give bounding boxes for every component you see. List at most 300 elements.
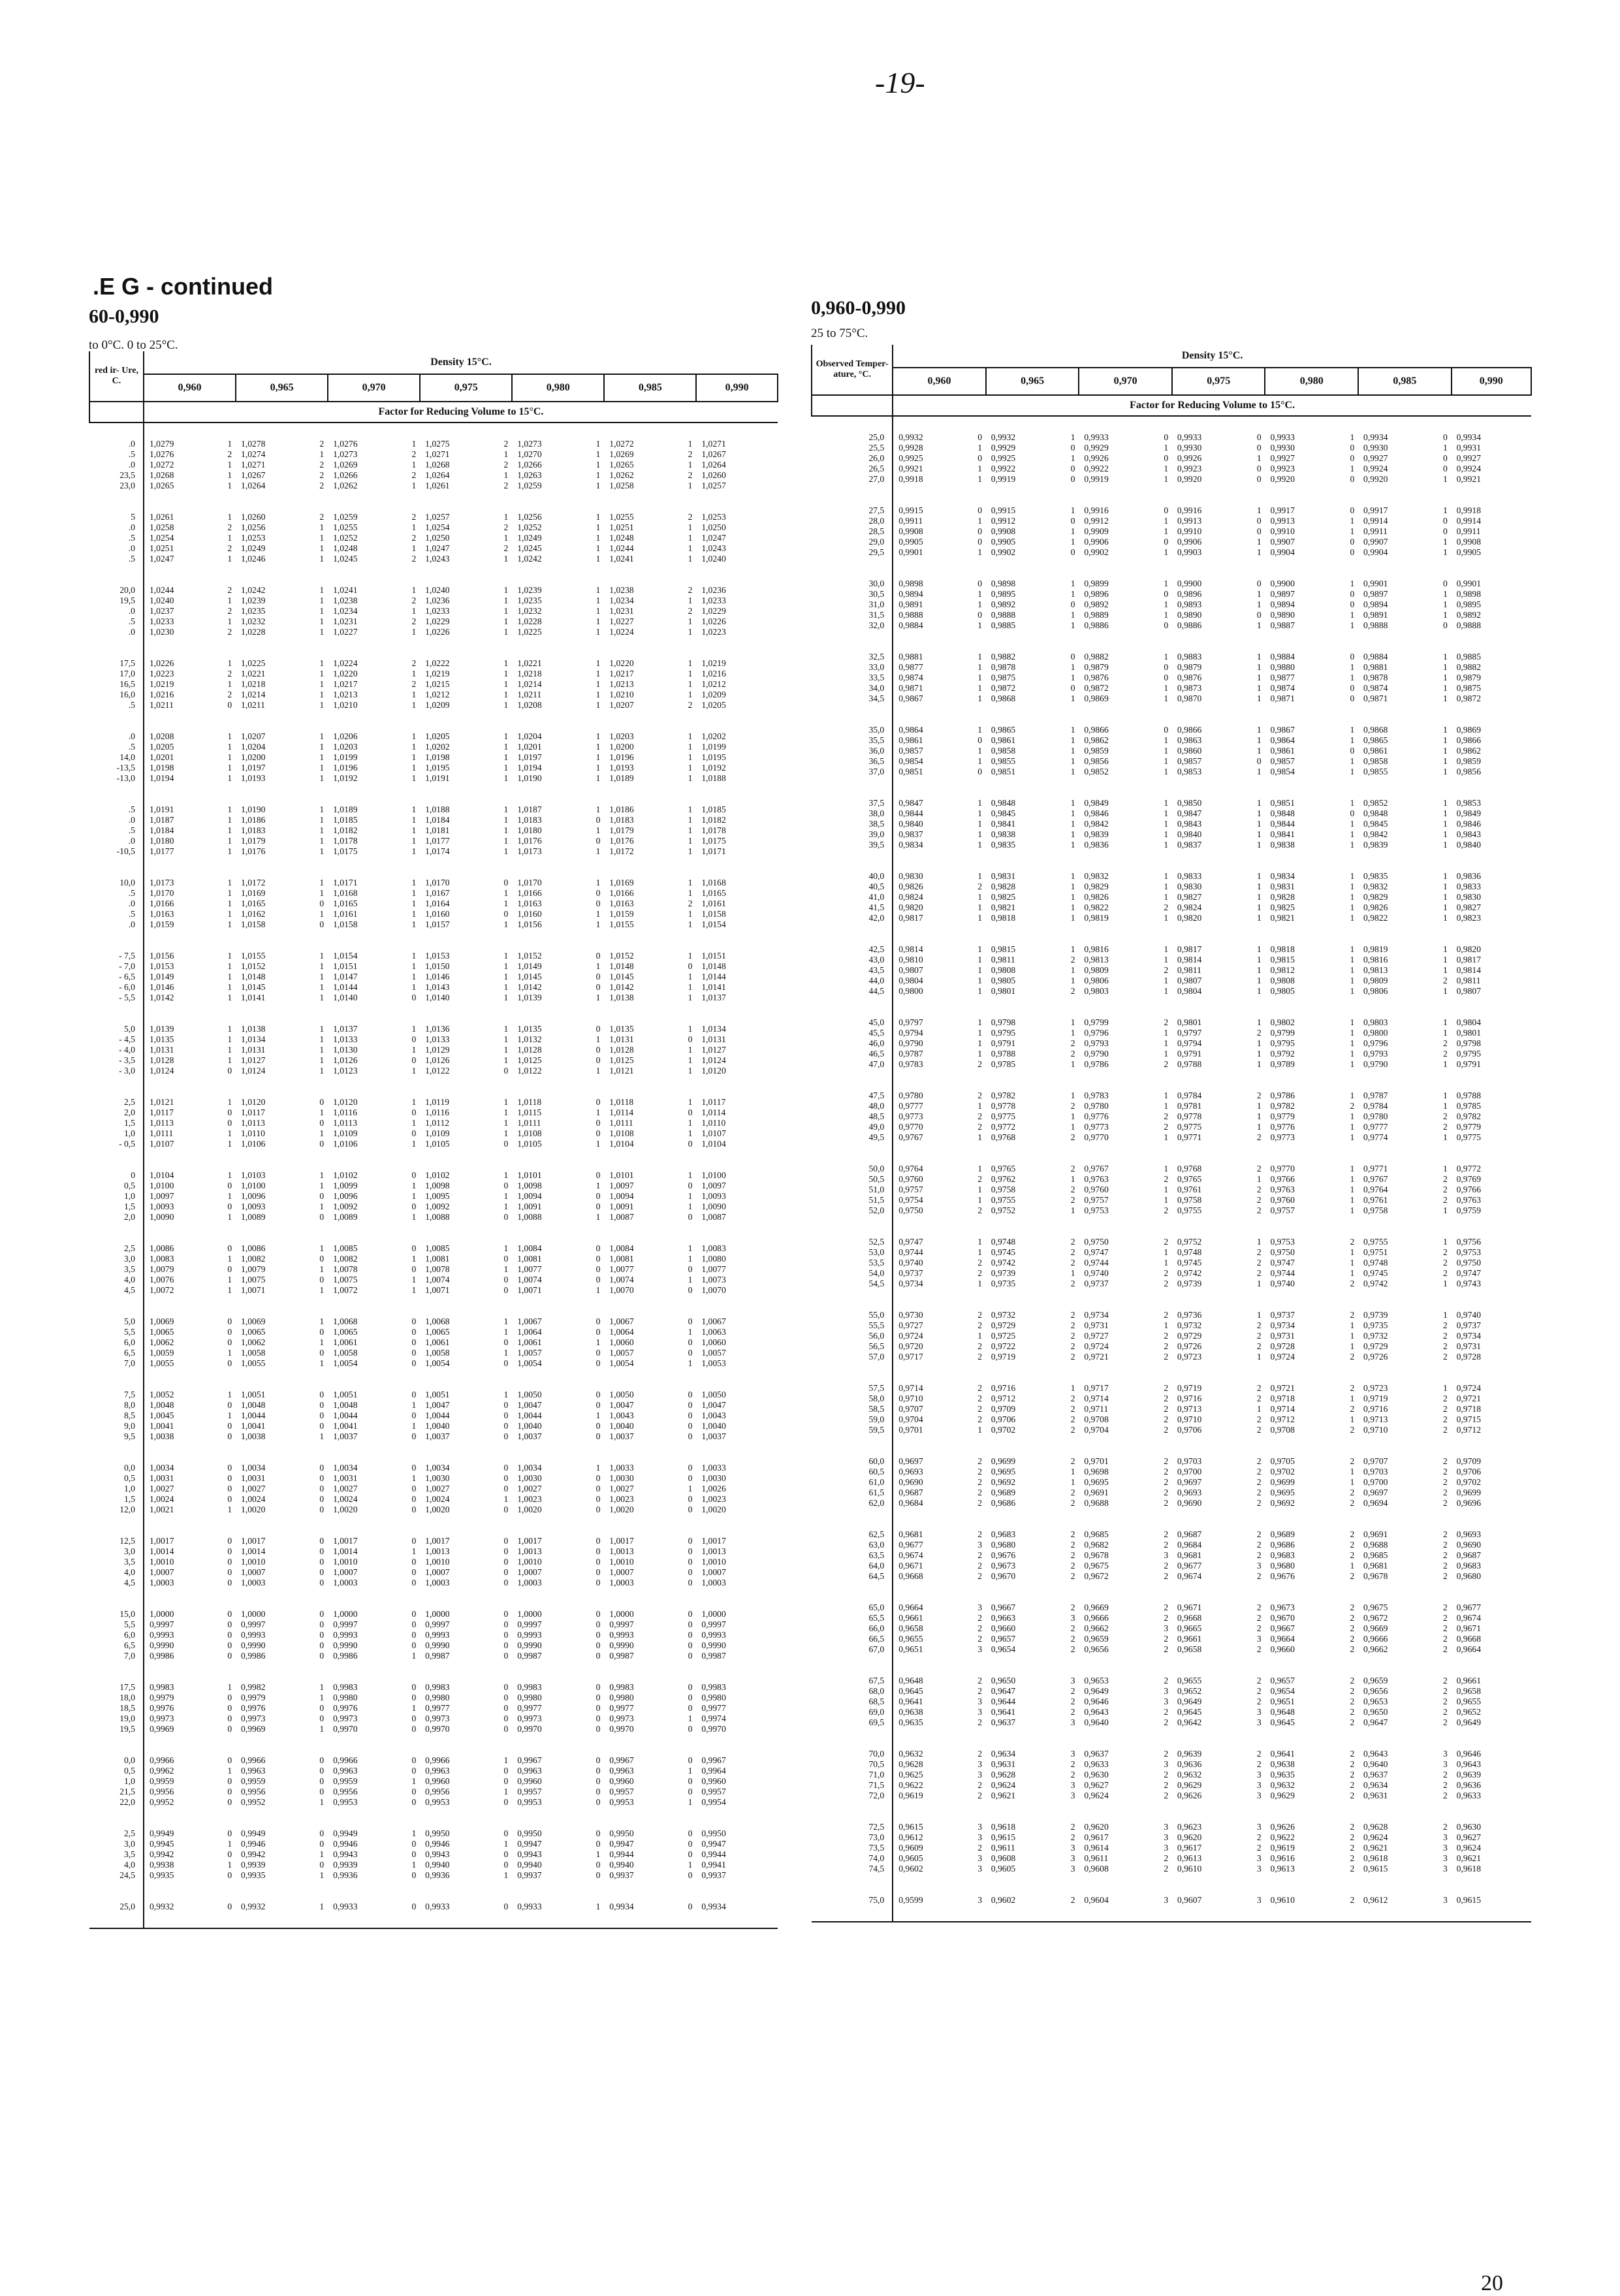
difference-cell: 1 1 1 1 1 — [596, 731, 601, 783]
factor-cell: 0,9866 0,9862 0,9859 0,9856 0,9852 — [1084, 725, 1109, 776]
difference-cell: 0 0 0 1 0 — [503, 1463, 509, 1514]
table-row — [812, 652, 1531, 725]
factor-cell: 0,9983 0,9979 0,9976 0,9973 0,9969 — [149, 1682, 174, 1734]
factor-cell: 0,9750 0,9747 0,9744 0,9740 0,9737 — [1084, 1237, 1109, 1288]
difference-cell: 0 1 0 0 1 — [596, 951, 601, 1002]
difference-cell: 2 2 2 2 1 — [977, 1383, 983, 1435]
difference-cell: 1 1 0 1 1 — [1350, 725, 1355, 776]
factor-cell: 0,9767 0,9763 0,9760 0,9757 0,9753 — [1084, 1164, 1109, 1215]
temperature-cell: 52,5 53,0 53,5 54,0 54,5 — [812, 1237, 893, 1310]
factor-cell: 1,0153 1,0150 1,0146 1,0143 1,0140 — [425, 951, 450, 1002]
factor-cell: 0,9721 0,9718 0,9714 0,9712 0,9708 — [1270, 1383, 1295, 1435]
difference-cell: 0 0 0 1 0 — [688, 1828, 693, 1880]
factor-cell: 0,9983 0,9980 0,9977 0,9974 0,9970 — [701, 1682, 726, 1734]
factor-cell: 0,9831 0,9828 0,9825 0,9821 0,9818 — [991, 871, 1016, 923]
factor-cell: 1,0244 1,0240 1,0237 1,0233 1,0230 — [149, 585, 174, 637]
factor-cell: 1,0017 1,0013 1,0010 1,0007 1,0003 — [425, 1536, 450, 1587]
table-row — [812, 725, 1531, 798]
observed-temp-header: red ir- Ure, C. — [89, 351, 144, 402]
factor-cell: 1,0017 1,0013 1,0010 1,0007 1,0003 — [517, 1536, 542, 1587]
difference-cell: 1 0 1 0 1 — [227, 1170, 232, 1222]
difference-cell: 1 — [319, 1902, 325, 1911]
factor-cell: 1,0034 1,0030 1,0027 1,0023 1,0020 — [517, 1463, 542, 1514]
difference-cell: 1 1 1 1 1 — [1256, 944, 1262, 996]
difference-cell: 1 1 1 1 1 — [1256, 871, 1262, 923]
difference-cell: 2 1 2 1 2 — [503, 439, 509, 490]
difference-cell: 1 0 1 0 0 — [503, 1243, 509, 1295]
factor-cell: 0,9900 0,9896 0,9893 0,9890 0,9886 — [1177, 579, 1202, 630]
factor-cell: 1,0103 1,0100 1,0096 1,0093 1,0089 — [241, 1170, 266, 1222]
difference-cell: 2 2 2 2 2 — [1256, 1456, 1262, 1508]
difference-cell: 2 2 1 2 2 — [1256, 1383, 1262, 1435]
page-number: -19- — [875, 66, 925, 99]
difference-cell: 1 2 1 2 1 — [227, 512, 232, 564]
table-row — [89, 585, 778, 658]
factor-cell: 0,9630 0,9627 0,9624 0,9621 0,9618 — [1456, 1822, 1481, 1873]
difference-cell: 1 1 1 1 1 — [1256, 798, 1262, 850]
difference-cell: 0 1 0 0 0 — [411, 1536, 417, 1587]
difference-cell: 2 2 2 3 2 — [1256, 1602, 1262, 1654]
factor-cell: 1,0152 1,0148 1,0145 1,0142 1,0138 — [609, 951, 634, 1002]
difference-cell: 1 1 2 2 1 — [1443, 1091, 1448, 1142]
factor-cell: 1,0084 1,0081 1,0077 1,0074 1,0071 — [517, 1243, 542, 1295]
factor-cell: 1,0238 1,0234 1,0231 1,0227 1,0224 — [609, 585, 634, 637]
factor-cell: 0,9683 0,9680 0,9676 0,9673 0,9670 — [991, 1529, 1016, 1581]
factor-cell: 0,9917 0,9913 0,9910 0,9907 0,9904 — [1270, 505, 1295, 557]
difference-cell: 2 1 2 1 2 — [1350, 1383, 1355, 1435]
temperature-cell: 20,0 19,5 .0 .5 .0 — [89, 585, 144, 658]
factor-cell: 0,9620 0,9617 0,9614 0,9611 0,9608 — [1084, 1822, 1109, 1873]
factor-cell: 1,0261 1,0258 1,0254 1,0251 1,0247 — [149, 512, 174, 564]
difference-cell: 0 0 0 0 0 — [227, 1609, 232, 1661]
difference-cell: 0 — [503, 1902, 509, 1911]
factor-cell: 1,0017 1,0013 1,0010 1,0007 1,0003 — [609, 1536, 634, 1587]
factor-cell: 1,0069 1,0065 1,0062 1,0059 1,0055 — [149, 1316, 174, 1368]
factor-cell: 0,9933 0,9930 0,9926 0,9923 0,9920 — [1177, 432, 1202, 484]
difference-cell: 1 0 1 1 1 — [1350, 798, 1355, 850]
factor-cell: 1,0067 1,0064 1,0060 1,0057 1,0054 — [609, 1316, 634, 1368]
difference-cell: 1 1 1 1 1 — [1070, 725, 1075, 776]
table-row — [89, 1390, 778, 1463]
factor-cell: 0,9950 0,9947 0,9943 0,9940 0,9937 — [517, 1828, 542, 1880]
factor-cell: 1,0117 1,0114 1,0110 1,0107 1,0104 — [701, 1097, 726, 1149]
factor-cell: 1,0190 1,0186 1,0183 1,0179 1,0176 — [241, 805, 266, 856]
factor-cell: 0,9787 0,9784 0,9780 0,9777 0,9774 — [1363, 1091, 1388, 1142]
factor-cell: 0,9835 0,9832 0,9829 0,9826 0,9822 — [1363, 871, 1388, 923]
difference-cell: 2 2 2 1 2 — [1350, 1529, 1355, 1581]
table-row — [812, 798, 1531, 871]
density-column-header: 0,960 — [893, 368, 986, 395]
factor-cell: 1,0220 1,0217 1,0213 1,0210 1,0207 — [609, 658, 634, 710]
factor-cell: 0,9788 0,9785 0,9782 0,9779 0,9775 — [1456, 1091, 1481, 1142]
difference-cell: 1 1 1 1 1 — [1256, 652, 1262, 703]
difference-cell: 0 1 0 0 0 — [227, 1755, 232, 1807]
difference-cell: 0 — [411, 1902, 417, 1911]
difference-cell: 0 1 1 0 1 — [1070, 652, 1075, 703]
footer-number: 20 — [1481, 2271, 1503, 2295]
difference-cell: 0 0 0 0 0 — [503, 1536, 509, 1587]
factor-cell: 0,9643 0,9640 0,9637 0,9634 0,9631 — [1363, 1749, 1388, 1800]
difference-cell: 1 0 0 0 0 — [227, 1682, 232, 1734]
difference-cell: 2 1 1 2 2 — [1164, 1237, 1169, 1288]
difference-cell: 1 1 1 1 1 — [227, 805, 232, 856]
factor-cell: 1,0050 1,0047 1,0043 1,0040 1,0037 — [609, 1390, 634, 1441]
difference-cell: 1 1 2 2 1 — [977, 1237, 983, 1288]
difference-cell: 2 1 1 2 2 — [1070, 1456, 1075, 1508]
difference-cell: 1 1 1 1 1 — [1350, 1017, 1355, 1069]
difference-cell: 1 1 0 1 0 — [503, 1316, 509, 1368]
difference-cell: 2 3 2 2 2 — [977, 1529, 983, 1581]
difference-cell: 1 2 1 1 1 — [977, 871, 983, 923]
difference-cell: 2 3 3 2 2 — [977, 1749, 983, 1800]
factor-cell: 0,9772 0,9769 0,9766 0,9763 0,9759 — [1456, 1164, 1481, 1215]
factor-cell: 1,0239 1,0235 1,0232 1,0228 1,0225 — [517, 585, 542, 637]
factor-cell: 1,0206 1,0203 1,0199 1,0196 1,0192 — [333, 731, 358, 783]
factor-cell: 0,9950 0,9947 0,9944 0,9940 0,9937 — [609, 1828, 634, 1880]
factor-cell: 0,9685 0,9682 0,9678 0,9675 0,9672 — [1084, 1529, 1109, 1581]
factor-cell: 1,0173 1,0170 1,0166 1,0163 1,0159 — [149, 878, 174, 929]
difference-cell: 2 — [1070, 1895, 1075, 1905]
factor-cell: 1,0279 1,0276 1,0272 1,0268 1,0265 — [149, 439, 174, 490]
difference-cell: 1 1 0 1 0 — [688, 1243, 693, 1295]
temperature-cell: 42,5 43,0 43,5 44,0 44,5 — [812, 944, 893, 1017]
factor-cell: 0,9933 — [333, 1902, 358, 1911]
factor-cell: 1,0203 1,0200 1,0196 1,0193 1,0189 — [609, 731, 634, 783]
section-title: .E G - continued — [93, 273, 273, 300]
difference-cell: 2 1 1 1 1 — [319, 512, 325, 564]
difference-cell: 0 0 0 0 0 — [596, 1755, 601, 1807]
difference-cell: 0 0 1 0 0 — [411, 1755, 417, 1807]
difference-cell: 1 0 0 1 1 — [1350, 579, 1355, 630]
factor-cell: 0,9782 0,9778 0,9775 0,9772 0,9768 — [991, 1091, 1016, 1142]
temperature-cell: 17,5 17,0 16,5 16,0 .5 — [89, 658, 144, 731]
difference-cell: 0 0 0 0 0 — [596, 1609, 601, 1661]
difference-cell: 0 0 0 0 0 — [688, 1609, 693, 1661]
factor-cell: 0,9932 — [241, 1902, 266, 1911]
temperature-cell: 65,0 65,5 66,0 66,5 67,0 — [812, 1602, 893, 1676]
difference-cell: 1 1 1 1 1 — [319, 805, 325, 856]
density-column-header: 0,970 — [328, 374, 420, 402]
left-correction-table — [89, 351, 778, 1929]
factor-cell: 0,9898 0,9894 0,9891 0,9888 0,9884 — [898, 579, 923, 630]
density-column-header: 0,965 — [236, 374, 328, 402]
factor-cell: 0,9604 — [1084, 1895, 1109, 1905]
difference-cell: 1 1 0 1 0 — [319, 878, 325, 929]
difference-cell: 2 2 2 2 2 — [1443, 1676, 1448, 1727]
factor-cell: 0,9799 0,9796 0,9793 0,9790 0,9786 — [1084, 1017, 1109, 1069]
difference-cell: 1 0 0 1 0 — [503, 1755, 509, 1807]
factor-cell: 1,0135 1,0131 1,0128 1,0125 1,0121 — [609, 1024, 634, 1076]
difference-cell: 1 0 0 1 1 — [1443, 505, 1448, 557]
factor-cell: 0,9966 0,9962 0,9959 0,9956 0,9952 — [149, 1755, 174, 1807]
factor-cell: 1,0067 1,0063 1,0060 1,0057 1,0053 — [701, 1316, 726, 1368]
factor-cell: 1,0272 1,0269 1,0265 1,0262 1,0258 — [609, 439, 634, 490]
difference-cell: 2 1 2 2 1 — [977, 1091, 983, 1142]
factor-cell: 0,9730 0,9727 0,9724 0,9720 0,9717 — [898, 1310, 923, 1362]
factor-cell: 0,9834 0,9831 0,9828 0,9825 0,9821 — [1270, 871, 1295, 923]
difference-cell: 0 1 1 1 0 — [1443, 579, 1448, 630]
factor-cell: 1,0253 1,0250 1,0247 1,0243 1,0240 — [701, 512, 726, 564]
difference-cell: 0 0 0 0 0 — [319, 1463, 325, 1514]
difference-cell: 1 2 2 2 1 — [1256, 1310, 1262, 1362]
difference-cell: 1 1 1 0 1 — [1256, 725, 1262, 776]
difference-cell: 2 3 3 2 2 — [1164, 1676, 1169, 1727]
factor-cell: 0,9693 0,9690 0,9687 0,9683 0,9680 — [1456, 1529, 1481, 1581]
difference-cell: 1 1 1 1 1 — [596, 512, 601, 564]
factor-cell: 0,9967 0,9963 0,9960 0,9957 0,9953 — [517, 1755, 542, 1807]
factor-cell: 0,9836 0,9833 0,9830 0,9827 0,9823 — [1456, 871, 1481, 923]
factor-cell: 0,9814 0,9810 0,9807 0,9804 0,9800 — [898, 944, 923, 996]
factor-cell: 1,0139 1,0135 1,0131 1,0128 1,0124 — [149, 1024, 174, 1076]
factor-cell: 0,9832 0,9829 0,9826 0,9822 0,9819 — [1084, 871, 1109, 923]
difference-cell: 1 1 1 1 1 — [688, 731, 693, 783]
difference-cell: 1 1 1 1 2 — [688, 658, 693, 710]
difference-cell: 2 1 2 2 1 — [1070, 1164, 1075, 1215]
factor-cell: 1,0000 0,9997 0,9993 0,9990 0,9987 — [425, 1609, 450, 1661]
factor-cell: 1,0225 1,0221 1,0218 1,0214 1,0211 — [241, 658, 266, 710]
factor-cell: 0,9934 0,9931 0,9927 0,9924 0,9921 — [1456, 432, 1481, 484]
factor-cell: 0,9739 0,9735 0,9732 0,9729 0,9726 — [1363, 1310, 1388, 1362]
difference-cell: 0 1 1 0 0 — [1350, 652, 1355, 703]
difference-cell: 1 0 1 1 0 — [688, 1170, 693, 1222]
factor-cell: 0,9933 0,9929 0,9926 0,9922 0,9919 — [1084, 432, 1109, 484]
difference-cell: 1 1 1 1 0 — [411, 951, 417, 1002]
factor-cell: 0,9687 0,9684 0,9681 0,9677 0,9674 — [1177, 1529, 1202, 1581]
density-columns-row — [89, 374, 778, 402]
factor-cell: 0,9717 0,9714 0,9711 0,9708 0,9704 — [1084, 1383, 1109, 1435]
factor-cell: 1,0273 1,0270 1,0266 1,0263 1,0259 — [517, 439, 542, 490]
factor-cell: 1,0068 1,0065 1,0061 1,0058 1,0054 — [333, 1316, 358, 1368]
density-column-header: 0,960 — [144, 374, 236, 402]
factor-cell: 1,0226 1,0223 1,0219 1,0216 1,0211 — [149, 658, 174, 710]
factor-cell: 0,9918 0,9914 0,9911 0,9908 0,9905 — [1456, 505, 1481, 557]
difference-cell: 0 1 0 1 0 — [227, 1828, 232, 1880]
difference-cell: 1 2 1 2 1 — [411, 585, 417, 637]
factor-cell: 0,9737 0,9734 0,9731 0,9728 0,9724 — [1270, 1310, 1295, 1362]
difference-cell: 1 1 1 1 1 — [319, 585, 325, 637]
factor-cell: 0,9657 0,9654 0,9651 0,9648 0,9645 — [1270, 1676, 1295, 1727]
factor-cell: 0,9949 0,9945 0,9942 0,9938 0,9935 — [149, 1828, 174, 1880]
difference-cell: 2 2 2 3 3 — [1256, 1676, 1262, 1727]
difference-cell: 1 1 1 1 1 — [411, 805, 417, 856]
difference-cell: 2 1 2 2 2 — [1164, 1310, 1169, 1362]
factor-cell: 0,9646 0,9643 0,9639 0,9636 0,9633 — [1456, 1749, 1481, 1800]
difference-cell: 1 1 1 1 1 — [1443, 725, 1448, 776]
difference-cell: 0 0 1 0 0 — [596, 1828, 601, 1880]
factor-cell: 0,9740 0,9737 0,9734 0,9731 0,9728 — [1456, 1310, 1481, 1362]
factor-cell: 0,9804 0,9801 0,9798 0,9795 0,9791 — [1456, 1017, 1481, 1069]
difference-cell: 2 2 2 2 2 — [1070, 1310, 1075, 1362]
factor-cell: 0,9707 0,9703 0,9700 0,9697 0,9694 — [1363, 1456, 1388, 1508]
difference-cell: 1 1 2 2 1 — [1070, 1017, 1075, 1069]
temperature-cell: 2,5 3,0 3,5 4,0 24,5 — [89, 1828, 144, 1902]
difference-cell: 0 1 0 0 1 — [503, 1828, 509, 1880]
factor-cell: 0,9602 — [991, 1895, 1016, 1905]
temperature-cell: 0,0 0,5 1,0 1,5 12,0 — [89, 1463, 144, 1536]
factor-cell: 1,0118 1,0114 1,0111 1,0108 1,0104 — [609, 1097, 634, 1149]
factor-cell: 0,9615 — [1456, 1895, 1481, 1905]
temperature-cell: .0 .5 14,0 -13,5 -13,0 — [89, 731, 144, 805]
difference-cell: 2 2 2 2 2 — [1350, 1602, 1355, 1654]
factor-cell: 0,9882 0,9878 0,9875 0,9872 0,9868 — [991, 652, 1016, 703]
factor-cell: 0,9866 0,9863 0,9860 0,9857 0,9853 — [1177, 725, 1202, 776]
factor-cell: 1,0084 1,0081 1,0077 1,0074 1,0070 — [609, 1243, 634, 1295]
difference-cell: 0 0 1 0 0 — [1256, 432, 1262, 484]
factor-cell: 1,0086 1,0082 1,0079 1,0075 1,0071 — [241, 1243, 266, 1295]
factor-cell: 0,9697 0,9693 0,9690 0,9687 0,9684 — [898, 1456, 923, 1508]
factor-cell: 0,9884 0,9880 0,9877 0,9874 0,9871 — [1270, 652, 1295, 703]
factor-cell: 1,0170 1,0166 1,0163 1,0160 1,0156 — [517, 878, 542, 929]
difference-cell: 1 1 1 1 1 — [411, 878, 417, 929]
factor-cell: 0,9650 0,9647 0,9644 0,9641 0,9637 — [991, 1676, 1016, 1727]
difference-cell: 0 0 0 0 1 — [319, 1390, 325, 1441]
factor-cell: 0,9637 0,9633 0,9630 0,9627 0,9624 — [1084, 1749, 1109, 1800]
factor-cell: 0,9659 0,9656 0,9653 0,9650 0,9647 — [1363, 1676, 1388, 1727]
difference-cell: 1 1 1 1 1 — [503, 585, 509, 637]
difference-cell: 0 0 0 0 0 — [227, 1536, 232, 1587]
difference-cell: 2 2 2 1 2 — [1070, 1237, 1075, 1288]
factor-cell: 1,0120 1,0116 1,0113 1,0109 1,0106 — [333, 1097, 358, 1149]
observed-temp-header: Observed Temper- ature, °C. — [812, 345, 893, 395]
factor-cell: 1,0241 1,0238 1,0234 1,0231 1,0227 — [333, 585, 358, 637]
factor-cell: 1,0207 1,0204 1,0200 1,0197 1,0193 — [241, 731, 266, 783]
difference-cell: 1 2 1 1 2 — [1164, 1164, 1169, 1215]
factor-cell: 0,9756 0,9753 0,9750 0,9747 0,9743 — [1456, 1237, 1481, 1288]
difference-cell: 1 1 1 1 1 — [227, 951, 232, 1002]
table-row — [89, 439, 778, 512]
factor-cell: 0,9802 0,9799 0,9795 0,9792 0,9789 — [1270, 1017, 1295, 1069]
factor-cell: 1,0083 1,0080 1,0077 1,0073 1,0070 — [701, 1243, 726, 1295]
factor-cell: 1,0102 1,0099 1,0096 1,0092 1,0089 — [333, 1170, 358, 1222]
difference-cell: 1 1 1 1 1 — [977, 798, 983, 850]
factor-cell: 1,0050 1,0047 1,0043 1,0040 1,0037 — [701, 1390, 726, 1441]
factor-header: Factor for Reducing Volume to 15°C. — [893, 395, 1531, 416]
density-column-header: 0,985 — [604, 374, 696, 402]
difference-cell: 0 0 1 0 0 — [688, 1463, 693, 1514]
factor-cell: 1,0138 1,0134 1,0131 1,0127 1,0124 — [241, 1024, 266, 1076]
factor-cell: 0,9900 0,9897 0,9894 0,9890 0,9887 — [1270, 579, 1295, 630]
factor-cell: 1,0152 1,0149 1,0145 1,0142 1,0139 — [517, 951, 542, 1002]
temperature-cell: 35,0 35,5 36,0 36,5 37,0 — [812, 725, 893, 798]
difference-cell: 1 1 1 1 1 — [1443, 652, 1448, 703]
factor-cell: 0,9632 0,9628 0,9625 0,9622 0,9619 — [898, 1749, 923, 1800]
difference-cell: 1 2 1 1 2 — [1070, 1091, 1075, 1142]
difference-cell: 0 1 0 1 0 — [319, 1097, 325, 1149]
factor-cell: 0,9932 — [149, 1902, 174, 1911]
factor-cell: 0,9732 0,9729 0,9725 0,9722 0,9719 — [991, 1310, 1016, 1362]
difference-cell: 0 0 0 0 0 — [503, 1609, 509, 1661]
factor-cell: 1,0000 0,9997 0,9993 0,9990 0,9987 — [701, 1609, 726, 1661]
factor-cell: 0,9709 0,9706 0,9702 0,9699 0,9696 — [1456, 1456, 1481, 1508]
temperature-cell: 57,5 58,0 58,5 59,0 59,5 — [812, 1383, 893, 1456]
difference-cell: 3 — [1256, 1895, 1262, 1905]
difference-cell: 2 2 2 2 2 — [1164, 1456, 1169, 1508]
difference-cell: 1 1 1 1 1 — [688, 805, 693, 856]
factor-cell: 1,0069 1,0065 1,0062 1,0058 1,0055 — [241, 1316, 266, 1368]
temperature-cell: 5,0 - 4,5 - 4,0 - 3,5 - 3,0 — [89, 1024, 144, 1097]
difference-cell: 2 1 1 2 2 — [1350, 1456, 1355, 1508]
factor-cell: 0,9770 0,9766 0,9763 0,9760 0,9757 — [1270, 1164, 1295, 1215]
factor-cell: 0,9618 0,9615 0,9611 0,9608 0,9605 — [991, 1822, 1016, 1873]
difference-cell: 2 2 2 2 2 — [1443, 1602, 1448, 1654]
factor-cell: 0,9661 0,9658 0,9655 0,9652 0,9649 — [1456, 1676, 1481, 1727]
factor-cell: 1,0033 1,0030 1,0027 1,0023 1,0020 — [609, 1463, 634, 1514]
factor-cell: 1,0052 1,0048 1,0045 1,0041 1,0038 — [149, 1390, 174, 1441]
difference-cell: 0 0 0 0 0 — [319, 1536, 325, 1587]
table-row — [812, 1091, 1531, 1164]
difference-cell: 1 2 1 1 2 — [977, 1164, 983, 1215]
factor-cell: 1,0186 1,0183 1,0179 1,0176 1,0172 — [609, 805, 634, 856]
density-column-header: 0,980 — [512, 374, 604, 402]
table-row — [89, 1682, 778, 1755]
difference-cell: 3 — [1443, 1895, 1448, 1905]
difference-cell: 1 1 1 1 1 — [1443, 871, 1448, 923]
factor-cell: 0,9983 0,9980 0,9977 0,9973 0,9970 — [425, 1682, 450, 1734]
difference-cell: 1 1 2 1 1 — [688, 878, 693, 929]
factor-cell: 1,0222 1,0219 1,0215 1,0212 1,0209 — [425, 658, 450, 710]
factor-cell: 0,9667 0,9663 0,9660 0,9657 0,9654 — [991, 1602, 1016, 1654]
factor-cell: 1,0000 0,9997 0,9993 0,9990 0,9986 — [149, 1609, 174, 1661]
temperature-cell: 70,0 70,5 71,0 71,5 72,0 — [812, 1749, 893, 1822]
difference-cell: 0 0 1 0 0 — [411, 1682, 417, 1734]
temperature-cell: 25,0 25,5 26,0 26,5 27,0 — [812, 432, 893, 505]
factor-cell: 0,9917 0,9914 0,9911 0,9907 0,9904 — [1363, 505, 1388, 557]
factor-cell: 0,9868 0,9865 0,9861 0,9858 0,9855 — [1363, 725, 1388, 776]
difference-cell: 0 0 0 0 1 — [596, 1243, 601, 1295]
difference-cell: 2 2 3 2 2 — [1164, 1602, 1169, 1654]
difference-cell: 1 1 1 1 1 — [503, 805, 509, 856]
factor-cell: 1,0171 1,0168 1,0165 1,0161 1,0158 — [333, 878, 358, 929]
difference-cell: 2 2 2 2 2 — [1164, 1383, 1169, 1435]
factor-cell: 0,9815 0,9811 0,9808 0,9805 0,9801 — [991, 944, 1016, 996]
temperature-cell: 17,5 18,0 18,5 19,0 19,5 — [89, 1682, 144, 1755]
factor-cell: 0,9967 0,9963 0,9960 0,9957 0,9953 — [609, 1755, 634, 1807]
factor-cell: 0,9932 0,9928 0,9925 0,9921 0,9918 — [898, 432, 923, 484]
table-row — [812, 1529, 1531, 1602]
difference-cell: 2 2 2 2 2 — [1443, 1529, 1448, 1581]
factor-cell: 0,9966 0,9963 0,9960 0,9956 0,9953 — [425, 1755, 450, 1807]
factor-header: Factor for Reducing Volume to 15°C. — [144, 402, 778, 423]
factor-cell: 0,9882 0,9879 0,9876 0,9872 0,9869 — [1084, 652, 1109, 703]
density-column-header: 0,980 — [1265, 368, 1358, 395]
difference-cell: 1 0 1 0 1 — [319, 1316, 325, 1368]
difference-cell: 1 2 2 2 1 — [1256, 1237, 1262, 1288]
difference-cell: 1 2 1 1 2 — [1070, 944, 1075, 996]
temperature-cell: 32,5 33,0 33,5 34,0 34,5 — [812, 652, 893, 725]
difference-cell: 1 1 1 2 1 — [1443, 944, 1448, 996]
factor-cell: 0,9673 0,9670 0,9667 0,9664 0,9660 — [1270, 1602, 1295, 1654]
density-column-header: 0,975 — [420, 374, 512, 402]
difference-cell: 2 2 2 2 2 — [1350, 1676, 1355, 1727]
factor-cell: 1,0017 1,0014 1,0010 1,0007 1,0003 — [241, 1536, 266, 1587]
temperature-cell: 12,5 3,0 3,5 4,0 4,5 — [89, 1536, 144, 1609]
difference-cell: 3 2 2 3 3 — [1070, 1749, 1075, 1800]
difference-cell: 0 1 1 1 1 — [1164, 725, 1169, 776]
factor-cell: 0,9671 0,9668 0,9665 0,9661 0,9658 — [1177, 1602, 1202, 1654]
table-row — [89, 1316, 778, 1390]
table-row — [812, 871, 1531, 944]
factor-cell: 1,0086 1,0083 1,0079 1,0076 1,0072 — [149, 1243, 174, 1295]
table-row — [812, 1310, 1531, 1383]
difference-cell: 1 1 1 1 1 — [1070, 798, 1075, 850]
factor-cell: 0,9691 0,9688 0,9685 0,9681 0,9678 — [1363, 1529, 1388, 1581]
factor-cell: 0,9852 0,9848 0,9845 0,9842 0,9839 — [1363, 798, 1388, 850]
factor-cell: 1,0135 1,0132 1,0128 1,0125 1,0122 — [517, 1024, 542, 1076]
difference-cell: 1 1 1 1 0 — [227, 1024, 232, 1076]
difference-cell: 1 0 1 0 1 — [319, 1243, 325, 1295]
factor-cell: 0,9819 0,9816 0,9813 0,9809 0,9806 — [1363, 944, 1388, 996]
difference-cell: 2 1 2 1 2 — [227, 585, 232, 637]
